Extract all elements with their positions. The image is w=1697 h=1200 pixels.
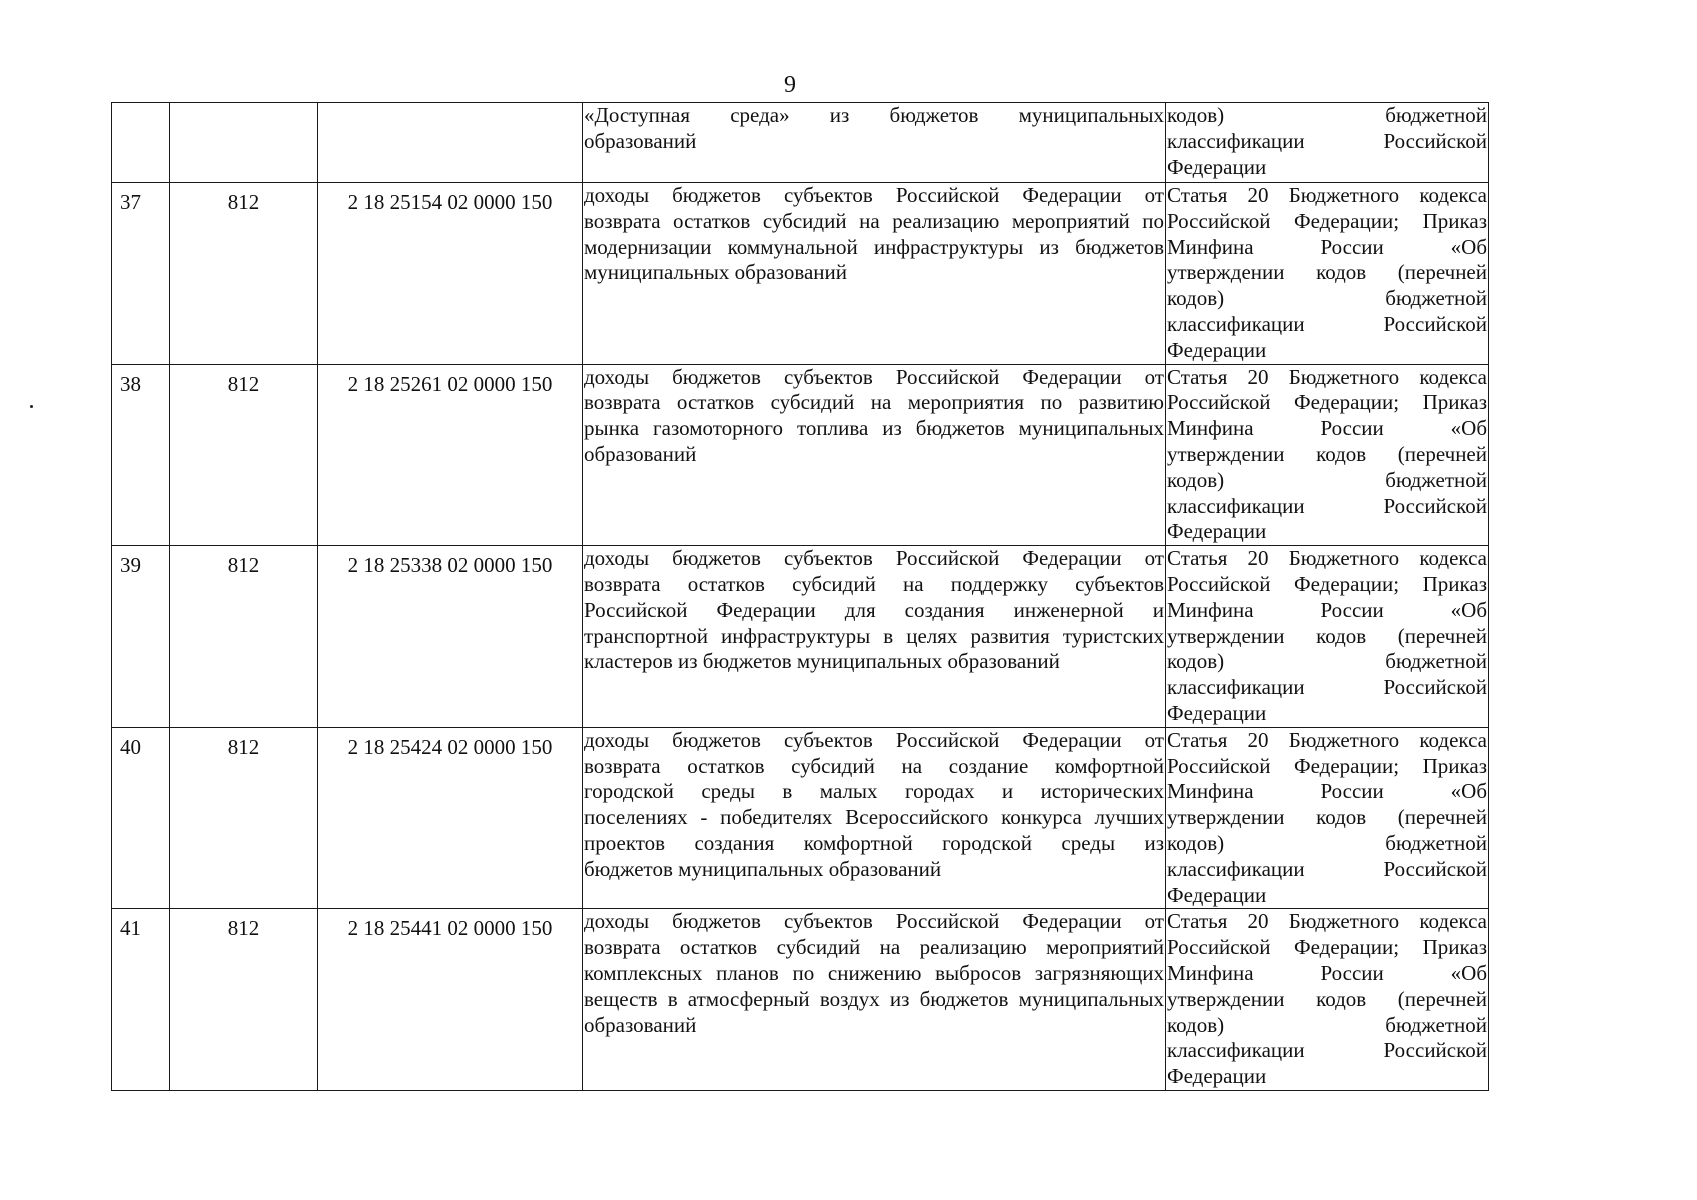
legal-basis-line: Федерации — [1167, 882, 1267, 907]
legal-basis-cell — [1166, 546, 1489, 728]
legal-basis-line: Федерации — [1167, 154, 1267, 179]
description-line: рынка газомоторного топлива из бюджетов муниципальных — [584, 416, 1164, 441]
revenue-description-cell — [583, 909, 1166, 1091]
description-line: комплексных планов по снижению выбросов загрязняющих — [584, 960, 1164, 985]
table-row — [112, 103, 1489, 183]
legal-basis-line: классификации Российской — [1167, 856, 1487, 881]
description-line: проектов создания комфортной городской среды из — [584, 830, 1164, 855]
budget-classification-code-cell: 2 18 25154 02 0000 150 — [318, 183, 583, 365]
legal-basis-line: Российской Федерации; Приказ — [1167, 208, 1487, 233]
legal-basis-line: Российской Федерации; Приказ — [1167, 935, 1487, 960]
legal-basis-line: утверждении кодов (перечней — [1167, 623, 1487, 648]
legal-basis-cell — [1166, 727, 1489, 909]
description-line: образований — [584, 441, 697, 466]
budget-classification-code-cell: 2 18 25338 02 0000 150 — [318, 546, 583, 728]
administrator-code-cell: 812 — [170, 909, 318, 1091]
table-row — [112, 364, 1489, 546]
legal-basis-line: Статья 20 Бюджетного кодекса — [1167, 727, 1487, 752]
legal-basis-cell — [1166, 909, 1489, 1091]
description-line: доходы бюджетов субъектов Российской Федерации от — [584, 364, 1164, 389]
revenue-description-cell — [583, 103, 1166, 183]
legal-basis-line: утверждении кодов (перечней — [1167, 986, 1487, 1011]
legal-basis-line: утверждении кодов (перечней — [1167, 441, 1487, 466]
description-line: возврата остатков субсидий на создание комфортной — [584, 753, 1164, 778]
table-row — [112, 546, 1489, 728]
legal-basis-line: утверждении кодов (перечней — [1167, 805, 1487, 830]
legal-basis-line: Статья 20 Бюджетного кодекса — [1167, 364, 1487, 389]
row-number-cell — [112, 103, 170, 183]
legal-basis-line: Федерации — [1167, 519, 1267, 544]
description-line: возврата остатков субсидий на мероприятия по развитию — [584, 390, 1164, 415]
revenue-description-cell — [583, 546, 1166, 728]
description-line: доходы бюджетов субъектов Российской Федерации от — [584, 909, 1164, 934]
revenue-description-cell — [583, 364, 1166, 546]
legal-basis-line: Статья 20 Бюджетного кодекса — [1167, 183, 1487, 207]
budget-classification-code-cell: 2 18 25441 02 0000 150 — [318, 909, 583, 1091]
legal-basis-line: Минфина России «Об — [1167, 234, 1487, 259]
description-line: возврата остатков субсидий на поддержку субъектов — [584, 571, 1164, 596]
legal-basis-line: классификации Российской — [1167, 128, 1487, 153]
legal-basis-line: классификации Российской — [1167, 675, 1487, 700]
budget-classification-code-cell: 2 18 25424 02 0000 150 — [318, 727, 583, 909]
administrator-code-cell: 812 — [170, 364, 318, 546]
administrator-code-cell: 812 — [170, 183, 318, 365]
legal-basis-cell — [1166, 183, 1489, 365]
legal-basis-line: Федерации — [1167, 1064, 1267, 1089]
description-line: городской среды в малых городах и исторических — [584, 779, 1164, 804]
revenue-codes-table — [111, 102, 1489, 1091]
table-row — [112, 909, 1489, 1091]
legal-basis-line: классификации Российской — [1167, 311, 1487, 336]
legal-basis-line: классификации Российской — [1167, 493, 1487, 518]
description-line: кластеров из бюджетов муниципальных образований — [584, 649, 1060, 674]
description-line: образований — [584, 128, 697, 153]
row-number-cell: 41 — [112, 909, 170, 1091]
legal-basis-line: Минфина России «Об — [1167, 597, 1487, 622]
administrator-code-cell — [170, 103, 318, 183]
table-row — [112, 183, 1489, 365]
row-number-cell: 40 — [112, 727, 170, 909]
revenue-description-cell — [583, 183, 1166, 365]
stray-dot — [30, 405, 33, 408]
row-number-cell: 37 — [112, 183, 170, 365]
page-number: 9 — [784, 72, 796, 98]
administrator-code-cell: 812 — [170, 546, 318, 728]
administrator-code-cell: 812 — [170, 727, 318, 909]
legal-basis-line: Федерации — [1167, 337, 1267, 362]
legal-basis-line: кодов) бюджетной — [1167, 649, 1487, 674]
legal-basis-line: Минфина России «Об — [1167, 960, 1487, 985]
revenue-description-cell — [583, 727, 1166, 909]
legal-basis-line: кодов) бюджетной — [1167, 1012, 1487, 1037]
budget-classification-code-cell — [318, 103, 583, 183]
legal-basis-line: кодов) бюджетной — [1167, 286, 1487, 311]
description-line: Российской Федерации для создания инженерной и — [584, 597, 1164, 622]
description-line: муниципальных образований — [584, 260, 847, 285]
row-number-cell: 38 — [112, 364, 170, 546]
description-line: «Доступная среда» из бюджетов муниципальных — [584, 103, 1164, 127]
legal-basis-line: Российской Федерации; Приказ — [1167, 390, 1487, 415]
row-number-cell: 39 — [112, 546, 170, 728]
description-line: модернизации коммунальной инфраструктуры из бюджетов — [584, 234, 1164, 259]
legal-basis-line: классификации Российской — [1167, 1038, 1487, 1063]
legal-basis-line: утверждении кодов (перечней — [1167, 260, 1487, 285]
description-line: доходы бюджетов субъектов Российской Федерации от — [584, 546, 1164, 571]
legal-basis-cell — [1166, 103, 1489, 183]
description-line: поселениях - победителях Всероссийского конкурса лучших — [584, 805, 1164, 830]
description-line: возврата остатков субсидий на реализацию мероприятий — [584, 935, 1164, 960]
legal-basis-line: Статья 20 Бюджетного кодекса — [1167, 909, 1487, 934]
legal-basis-line: Российской Федерации; Приказ — [1167, 753, 1487, 778]
legal-basis-line: кодов) бюджетной — [1167, 830, 1487, 855]
legal-basis-line: Статья 20 Бюджетного кодекса — [1167, 546, 1487, 571]
legal-basis-line: Российской Федерации; Приказ — [1167, 571, 1487, 596]
legal-basis-line: Федерации — [1167, 700, 1267, 725]
budget-classification-code-cell: 2 18 25261 02 0000 150 — [318, 364, 583, 546]
legal-basis-line: кодов) бюджетной — [1167, 103, 1487, 127]
description-line: доходы бюджетов субъектов Российской Федерации от — [584, 727, 1164, 752]
description-line: бюджетов муниципальных образований — [584, 856, 942, 881]
legal-basis-line: Минфина России «Об — [1167, 779, 1487, 804]
description-line: образований — [584, 1012, 697, 1037]
description-line: веществ в атмосферный воздух из бюджетов муниципальных — [584, 986, 1164, 1011]
table-row — [112, 727, 1489, 909]
description-line: возврата остатков субсидий на реализацию мероприятий по — [584, 208, 1164, 233]
legal-basis-line: Минфина России «Об — [1167, 416, 1487, 441]
description-line: доходы бюджетов субъектов Российской Федерации от — [584, 183, 1164, 207]
description-line: транспортной инфраструктуры в целях развития туристских — [584, 623, 1164, 648]
legal-basis-cell — [1166, 364, 1489, 546]
legal-basis-line: кодов) бюджетной — [1167, 467, 1487, 492]
